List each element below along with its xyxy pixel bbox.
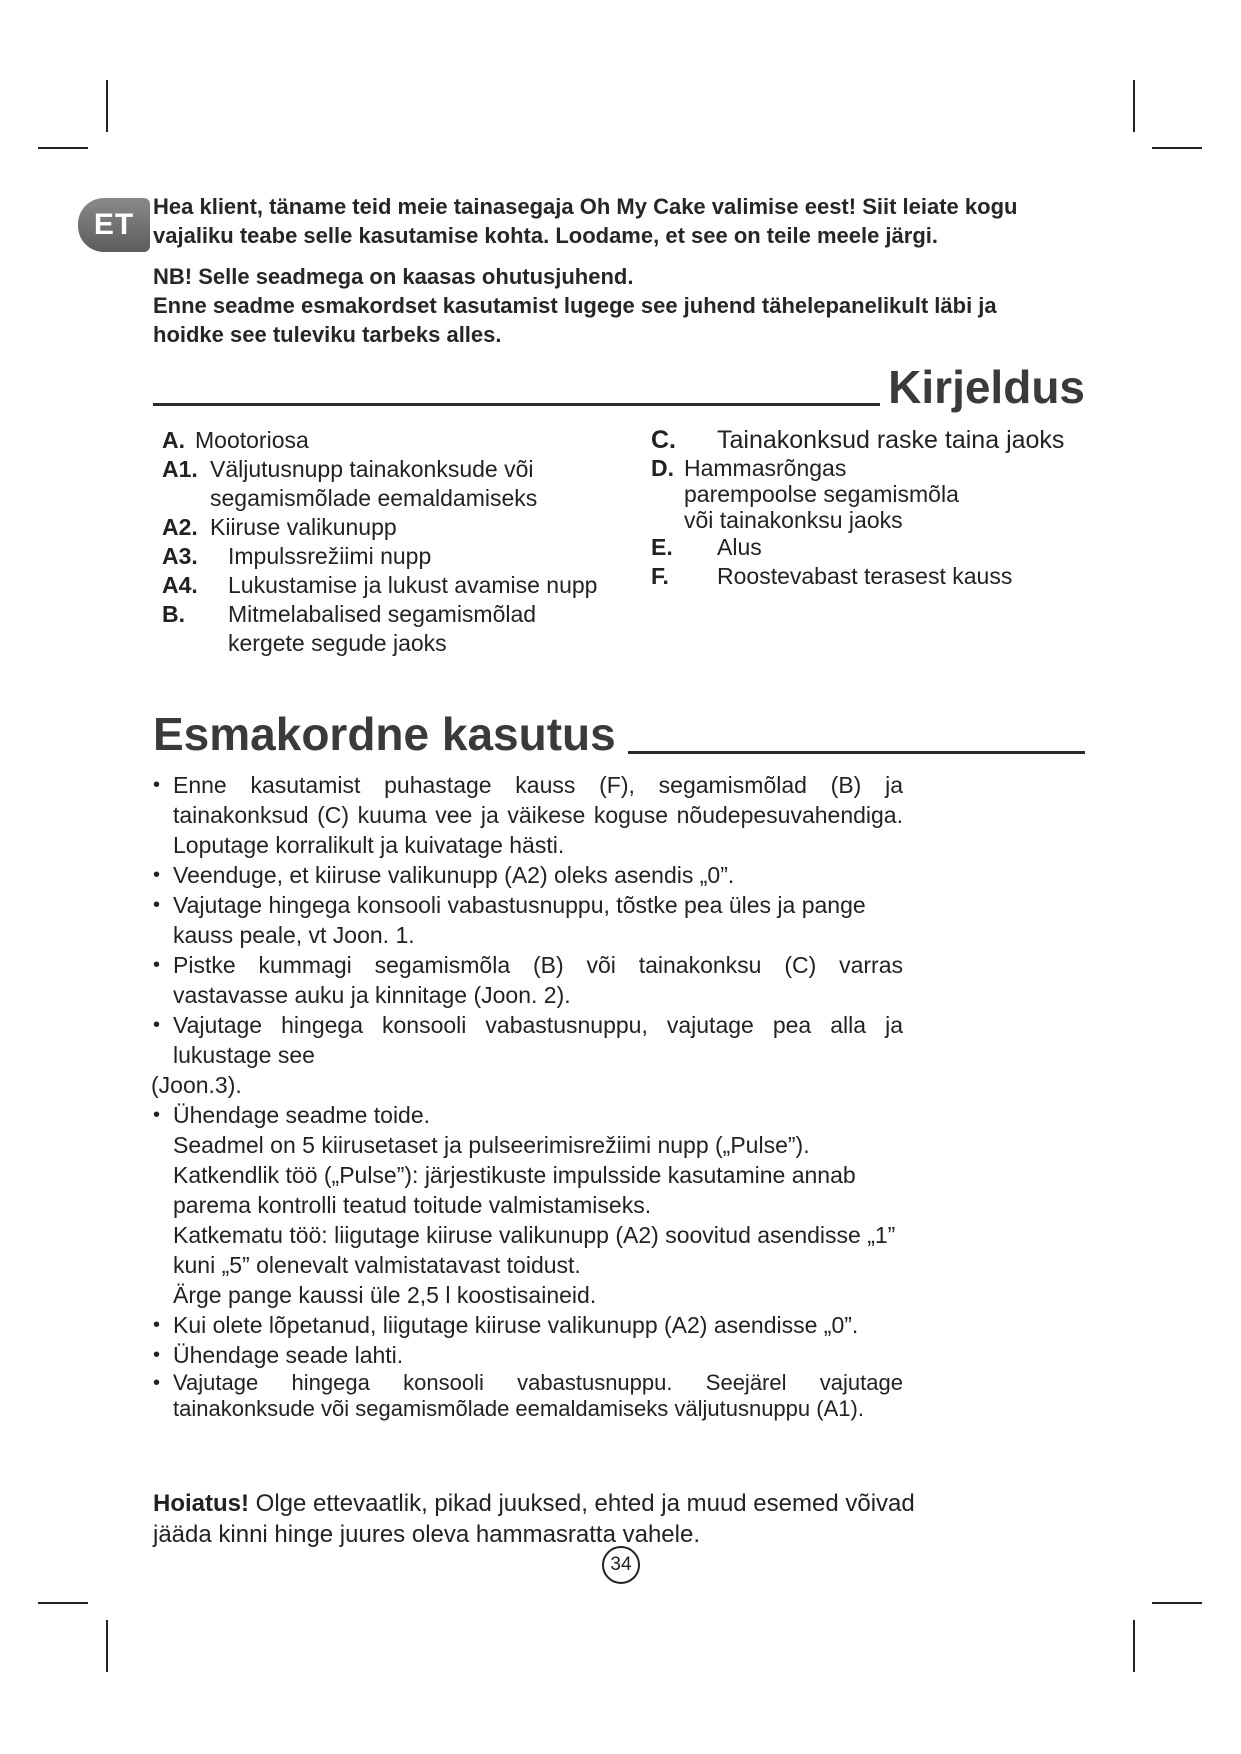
parts-list-left [162,426,612,658]
paragraph: Katkendlik töö („Pulse”): järjestikuste impulsside kasutamine annab parema kontrolli teatud toitude valmistamiseks. [173,1162,856,1218]
paragraph: Katkematu töö: liigutage kiiruse valikunupp (A2) soovitud asendisse „1” kuni „5” olenevalt valmistatavast toidust. [173,1222,896,1278]
list-item: • Veenduge, et kiiruse valikunupp (A2) oleks asendis „0”. [153,860,903,890]
list-item-continuation: (Joon.3). [151,1072,242,1098]
crop-mark [38,1602,88,1604]
first-use-title: Esmakordne kasutus [153,708,616,760]
warning-label: Hoiatus! [153,1490,249,1517]
crop-mark [1133,1620,1135,1672]
part-item: A2. Kiiruse valikunupp [162,514,397,540]
part-item: C. Tainakonksud raske taina jaoks [651,426,1065,454]
list-item: • Ühendage seadme toide. [153,1100,903,1130]
list-item: • Vajutage hingega konsooli vabastusnuppu. Seejärel vajutage tainakonksude või segamismõlade eemaldamiseks väljutusnuppu (A1). [153,1370,903,1422]
part-item: A1. Väljutusnupp tainakonksude või segamismõlade eemaldamiseks [162,456,538,511]
warning-text: Olge ettevaatlik, pikad juuksed, ehted ja muud esemed võivad jääda kinni hinge juures oleva hammasratta vahele. [153,1490,915,1548]
part-item: D. Hammasrõngas parempoolse segamismõla või tainakonksu jaoks [651,455,959,533]
list-item: • Vajutage hingega konsooli vabastusnuppu, vajutage pea alla ja lukustage see [153,1010,903,1070]
list-item: • Ühendage seade lahti. [153,1340,903,1370]
parts-list-right [651,426,1091,591]
heading-rule [153,403,880,406]
crop-mark [1152,147,1202,149]
description-heading-row [153,362,1085,412]
nb-line: NB! Selle seadmega on kaasas ohutusjuhend. [153,264,634,289]
part-item: B. Mitmelabalised segamismõlad kergete segude jaoks [162,601,537,656]
language-tab: ET [78,198,150,252]
crop-mark [1152,1602,1202,1604]
nb-instructions: Enne seadme esmakordset kasutamist lugege see juhend tähelepanelikult läbi ja hoidke see tuleviku tarbeks alles. [153,293,997,347]
list-item: • Enne kasutamist puhastage kauss (F), segamismõlad (B) ja tainakonksud (C) kuuma vee ja väikese koguse nõudepesuvahendiga. Loputage korralikult ja kuivatage hästi. [153,770,903,860]
part-item: A4. Lukustamise ja lukust avamise nupp [162,572,598,598]
part-item: F. Roostevabast terasest kauss [651,563,1013,589]
list-item: • Pistke kummagi segamismõla (B) või tainakonksu (C) varras vastavasse auku ja kinnitage (Joon. 2). [153,950,903,1010]
intro-block [153,192,1053,349]
first-use-heading-row [153,708,1085,760]
part-item: A. Mootoriosa [162,427,309,453]
crop-mark [106,80,108,132]
heading-rule [628,751,1085,754]
list-item: • Kui olete lõpetanud, liigutage kiiruse valikunupp (A2) asendisse „0”. [153,1310,903,1340]
crop-mark [38,147,88,149]
part-item: E. Alus [651,534,762,560]
first-use-instructions [153,770,903,1422]
warning-block [153,1488,933,1550]
intro-text: Hea klient, täname teid meie tainasegaja Oh My Cake valimise eest! Siit leiate kogu vajaliku teabe selle kasutamise kohta. Loodame, et see on teile meele järgi. [153,194,1018,248]
paragraph: Ärge pange kaussi üle 2,5 l koostisaineid. [173,1282,597,1308]
part-item: A3. Impulssrežiimi nupp [162,543,432,569]
page-number: 34 [602,1546,640,1584]
crop-mark [1133,80,1135,132]
paragraph: Seadmel on 5 kiirusetaset ja pulseerimisrežiimi nupp („Pulse”). [173,1132,810,1158]
description-title: Kirjeldus [888,361,1085,413]
list-item: • Vajutage hingega konsooli vabastusnuppu, tõstke pea üles ja pange kauss peale, vt Joon. 1. [153,890,903,950]
crop-mark [106,1620,108,1672]
